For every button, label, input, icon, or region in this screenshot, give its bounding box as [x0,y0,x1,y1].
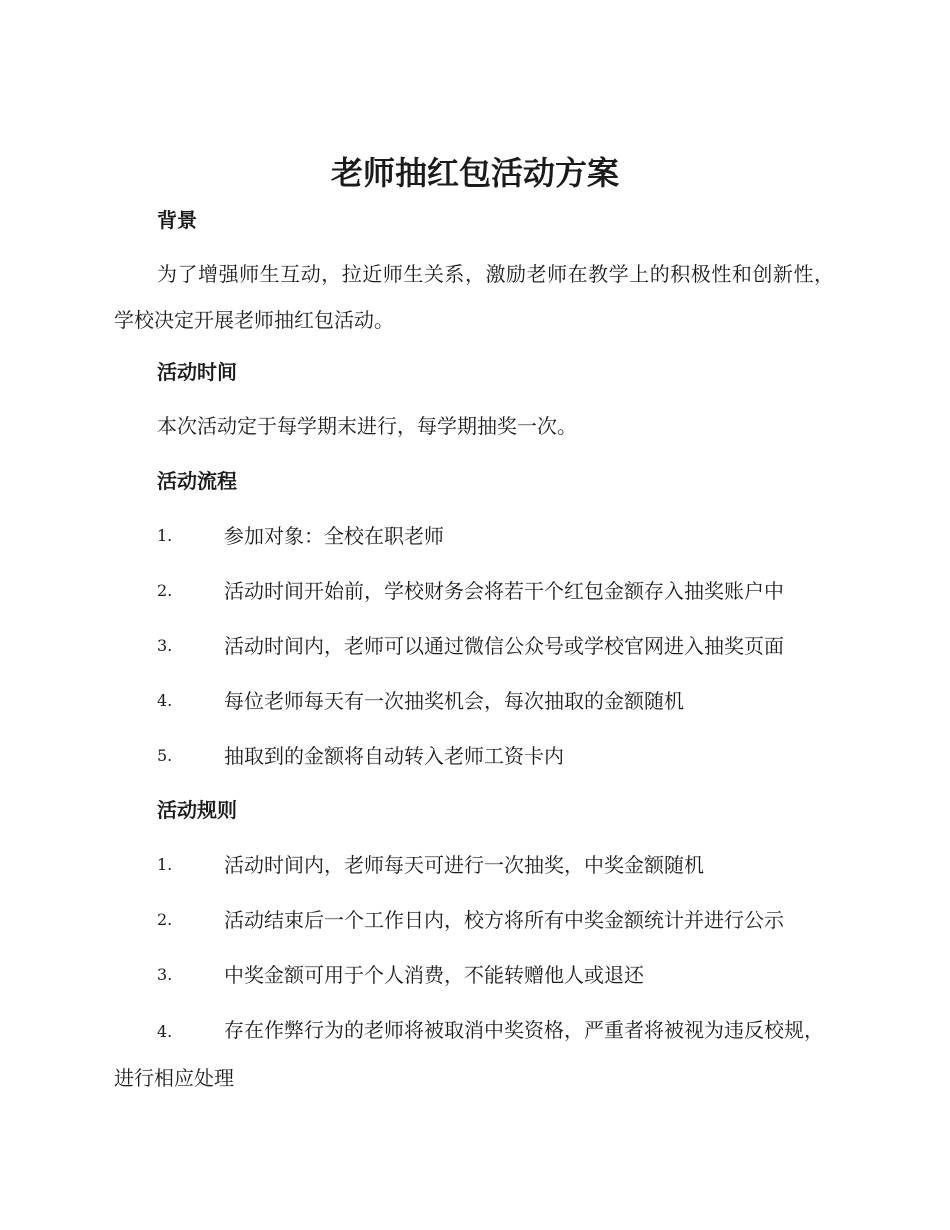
list-item-text: 活动时间内，老师可以通过微信公众号或学校官网进入抽奖页面 [224,634,784,658]
list-item [114,1007,834,1101]
heading-activity-rules: 活动规则 [157,798,237,822]
list-item [157,686,837,716]
heading-background: 背景 [157,208,197,232]
list-item [157,741,837,771]
list-item [157,631,837,661]
list-item-text: 活动时间内，老师每天可进行一次抽奖，中奖金额随机 [224,853,704,877]
list-item-number: 3. [157,965,173,984]
list-item-text: 存在作弊行为的老师将被取消中奖资格，严重者将被视为违反校规，进行相应处理 [114,1018,824,1090]
list-item-text: 抽取到的金额将自动转入老师工资卡内 [224,744,564,768]
list-item [157,850,837,880]
list-item-text: 活动结束后一个工作日内，校方将所有中奖金额统计并进行公示 [224,908,784,932]
list-item-number: 1. [157,855,173,874]
list-item [157,960,837,990]
paragraph-background: 为了增强师生互动，拉近师生关系，激励老师在教学上的积极性和创新性，学校决定开展老师抽红包活动。 [114,262,834,332]
list-item-number: 5. [157,746,173,765]
list-item-number: 4. [157,1022,173,1041]
list-item [157,521,837,551]
list-item-text: 每位老师每天有一次抽奖机会，每次抽取的金额随机 [224,689,684,713]
list-item-number: 2. [157,581,173,600]
list-item-number: 3. [157,636,173,655]
list-item [157,905,837,935]
list-item-number: 4. [157,691,173,710]
list-item-text: 中奖金额可用于个人消费，不能转赠他人或退还 [224,963,644,987]
heading-activity-time: 活动时间 [157,360,237,384]
list-item-text: 活动时间开始前，学校财务会将若干个红包金额存入抽奖账户中 [224,579,784,603]
list-item-number: 1. [157,526,173,545]
list-item-text: 参加对象：全校在职老师 [224,524,444,548]
document-title: 老师抽红包活动方案 [330,154,619,192]
list-item-number: 2. [157,910,173,929]
heading-activity-process: 活动流程 [157,469,237,493]
paragraph-activity-time: 本次活动定于每学期末进行，每学期抽奖一次。 [157,414,577,438]
list-item [157,576,837,606]
